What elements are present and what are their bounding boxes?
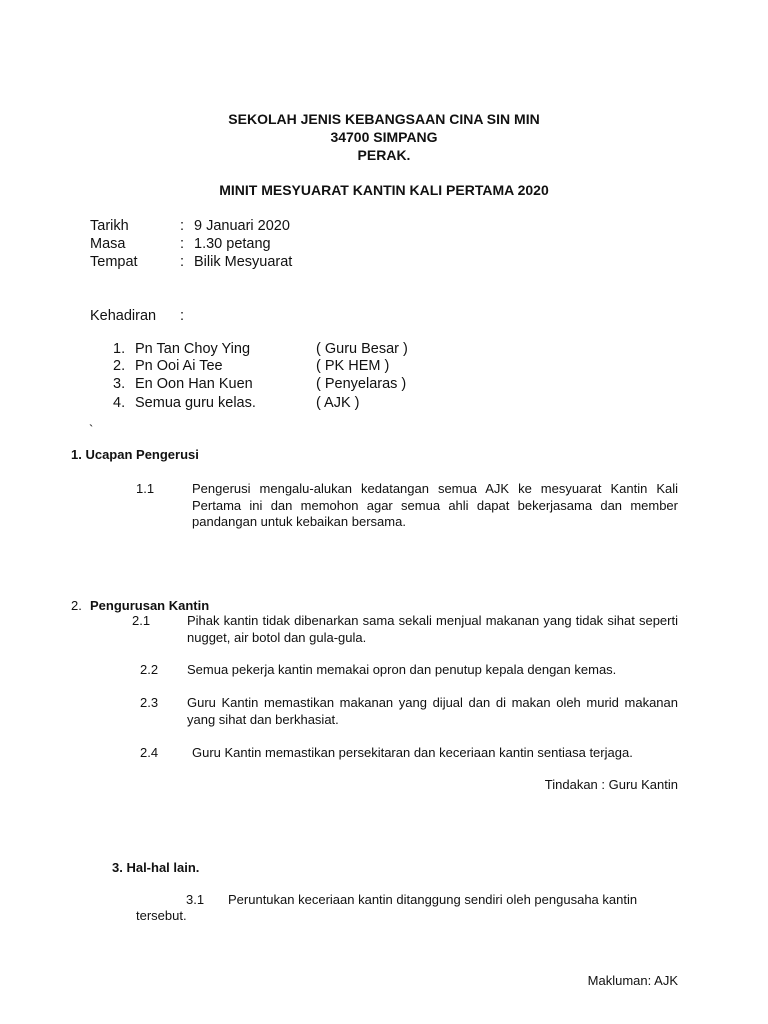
attendee-name: Semua guru kelas. xyxy=(135,395,256,411)
item-text: Pengerusi mengalu-alukan kedatangan semua AJK ke mesyuarat Kantin Kali Pertama ini dan memohon agar semua ahli dapat bekerjasama dan member pandangan untuk kebaikan bersama. xyxy=(192,481,678,529)
item-text-continuation: tersebut. xyxy=(136,908,187,923)
date-colon: : xyxy=(180,218,185,234)
info-note: Makluman: AJK xyxy=(587,973,678,988)
attendee-number: 3. xyxy=(113,376,126,392)
item-number: 2.4 xyxy=(140,745,159,760)
item-number: 2.3 xyxy=(140,695,159,710)
attendee-name: Pn Tan Choy Ying xyxy=(135,341,251,357)
attendee-role: ( AJK ) xyxy=(316,395,360,411)
time-label: Masa xyxy=(90,236,126,252)
stray-mark: ` xyxy=(89,422,94,437)
place-label: Tempat xyxy=(90,254,138,270)
time-value: 1.30 petang xyxy=(194,236,271,252)
attendee-number: 4. xyxy=(113,395,126,411)
action-note: Tindakan : Guru Kantin xyxy=(544,777,678,792)
section-2-number: 2. xyxy=(71,598,82,613)
school-address: 34700 SIMPANG xyxy=(330,129,438,145)
item-number: 3.1 xyxy=(186,892,205,907)
item-text: Guru Kantin memastikan makanan yang dijual dan di makan oleh murid makanan yang sihat dan berkhasiat. xyxy=(187,695,678,727)
attendance-label: Kehadiran xyxy=(90,308,157,324)
attendee-role: ( Guru Besar ) xyxy=(316,341,408,357)
date-label: Tarikh xyxy=(90,218,129,234)
attendance-colon: : xyxy=(180,308,185,324)
item-text: Semua pekerja kantin memakai opron dan penutup kepala dengan kemas. xyxy=(187,662,617,677)
section-1-heading: 1. Ucapan Pengerusi xyxy=(71,447,199,462)
section-2-heading: Pengurusan Kantin xyxy=(90,598,210,613)
place-colon: : xyxy=(180,254,185,270)
section-3-heading: 3. Hal-hal lain. xyxy=(112,860,200,875)
item-text: Pihak kantin tidak dibenarkan sama sekali menjual makanan yang tidak sihat seperti nugget, air botol dan gula-gula. xyxy=(187,613,678,645)
attendee-number: 2. xyxy=(113,358,126,374)
attendee-role: ( Penyelaras ) xyxy=(316,376,407,392)
time-colon: : xyxy=(180,236,185,252)
school-state: PERAK. xyxy=(357,147,411,163)
item-number: 2.2 xyxy=(140,662,159,677)
attendee-name: Pn Ooi Ai Tee xyxy=(135,358,223,374)
minutes-title: MINIT MESYUARAT KANTIN KALI PERTAMA 2020 xyxy=(219,182,549,198)
school-name: SEKOLAH JENIS KEBANGSAAN CINA SIN MIN xyxy=(228,111,540,127)
date-value: 9 Januari 2020 xyxy=(194,218,290,234)
attendee-name: En Oon Han Kuen xyxy=(135,376,253,392)
item-number: 1.1 xyxy=(136,481,155,496)
attendee-number: 1. xyxy=(113,341,126,357)
attendee-role: ( PK HEM ) xyxy=(316,358,390,374)
item-text: Peruntukan keceriaan kantin ditanggung sendiri oleh pengusaha kantin xyxy=(228,892,638,907)
place-value: Bilik Mesyuarat xyxy=(194,254,293,270)
item-number: 2.1 xyxy=(132,613,151,628)
item-text: Guru Kantin memastikan persekitaran dan keceriaan kantin sentiasa terjaga. xyxy=(192,745,633,760)
